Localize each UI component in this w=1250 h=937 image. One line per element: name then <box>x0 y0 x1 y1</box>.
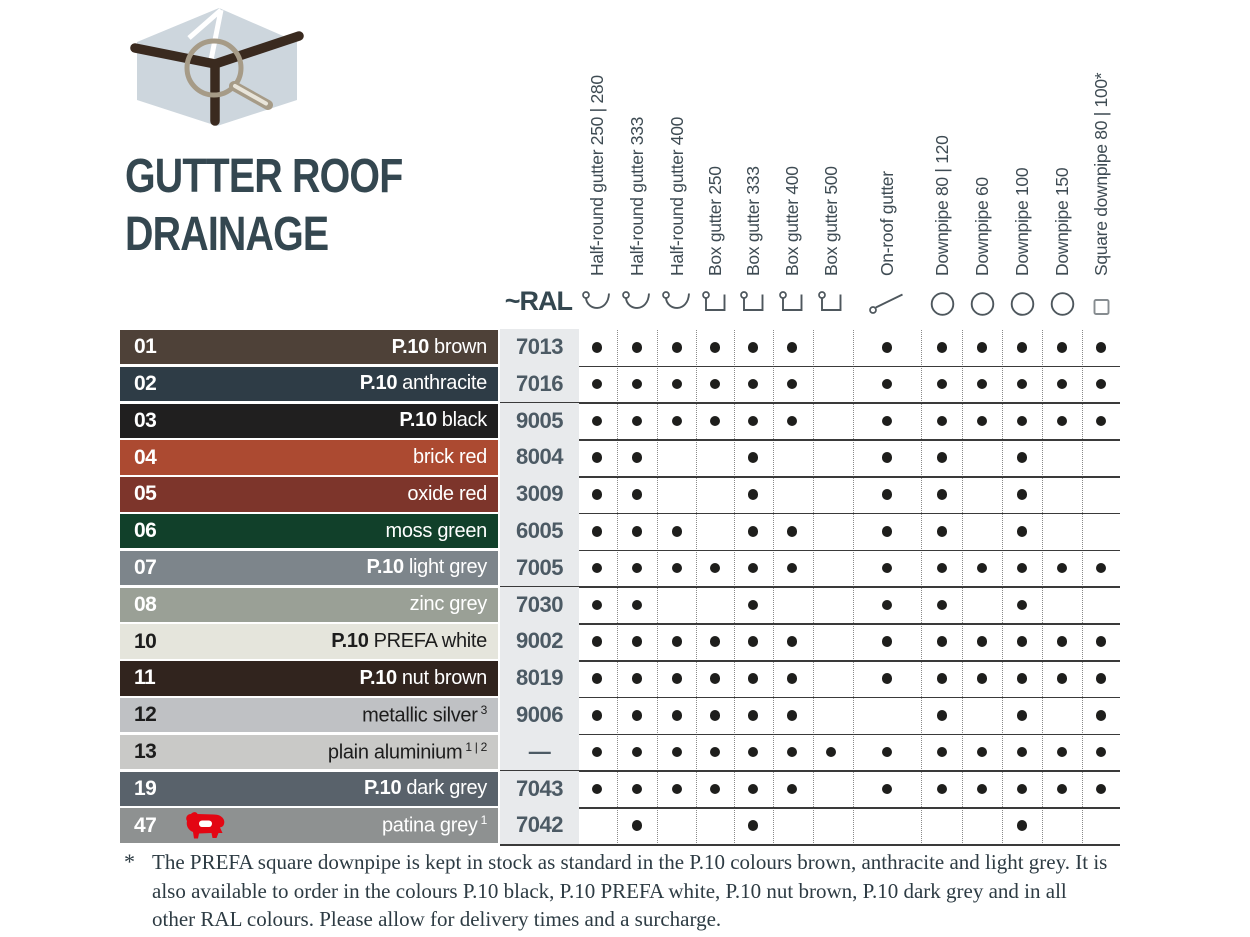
availability-dot <box>882 379 893 390</box>
footnote-text: The PREFA square downpipe is kept in stock as standard in the P.10 colours brown, anthracite and light grey. It is also available to order in the colours P.10 black, P.10 PREFA white, P.10 nut brown, P.10 dark grey and in all other RAL colours. Please allow for delivery times and a surcharge. <box>152 850 1108 931</box>
availability-dot <box>1096 784 1107 795</box>
availability-dot <box>632 820 643 831</box>
color-number: 01 <box>134 335 157 359</box>
color-name-text: black <box>441 409 487 432</box>
availability-dot <box>937 526 948 537</box>
color-row <box>120 440 498 474</box>
ral-value: 7013 <box>500 329 579 366</box>
color-row <box>120 735 498 769</box>
row-divider-line <box>500 660 1120 662</box>
availability-dot <box>1057 379 1068 390</box>
availability-dot <box>592 416 603 427</box>
availability-dot <box>787 379 798 390</box>
availability-dot <box>882 784 893 795</box>
availability-dot <box>882 416 893 427</box>
availability-dot <box>632 784 643 795</box>
availability-dot <box>632 563 643 574</box>
availability-dot <box>748 820 759 831</box>
page-title <box>125 148 402 264</box>
availability-dot <box>937 600 948 611</box>
color-number: 10 <box>134 629 157 653</box>
availability-dot <box>632 636 643 647</box>
footnote-marker: * <box>124 849 135 874</box>
availability-dot <box>882 563 893 574</box>
color-name <box>410 593 498 616</box>
availability-dot <box>592 526 603 537</box>
ral-value: 9002 <box>500 623 579 660</box>
availability-dot <box>937 636 948 647</box>
color-name <box>407 483 498 506</box>
availability-dot <box>882 489 893 500</box>
color-name-prefix: P.10 <box>331 630 369 653</box>
availability-dot <box>882 342 893 353</box>
footnote <box>124 848 1114 934</box>
availability-dot <box>1017 452 1028 463</box>
availability-dot <box>1096 673 1107 684</box>
availability-dot <box>1017 710 1028 721</box>
availability-dot <box>592 379 603 390</box>
color-row <box>120 551 498 585</box>
availability-dot <box>672 636 683 647</box>
column-header-label: Square downpipe 80 | 100* <box>1091 72 1111 276</box>
color-row <box>120 588 498 622</box>
availability-dot <box>592 600 603 611</box>
ral-value: 6005 <box>500 513 579 550</box>
availability-dot <box>1057 784 1068 795</box>
availability-dot <box>1017 416 1028 427</box>
color-name <box>399 409 498 432</box>
availability-dot <box>977 416 988 427</box>
availability-dot <box>672 526 683 537</box>
ral-value: 7030 <box>500 587 579 624</box>
availability-dot <box>672 673 683 684</box>
row-divider-line <box>500 439 1120 441</box>
availability-dot <box>748 379 759 390</box>
column-header-label: Downpipe 80 | 120 <box>932 135 952 276</box>
availability-dot <box>787 673 798 684</box>
availability-dot <box>1017 636 1028 647</box>
availability-dot <box>1096 563 1107 574</box>
color-number: 06 <box>134 519 157 543</box>
box-gutter-icon <box>733 288 773 316</box>
availability-dot <box>592 710 603 721</box>
row-divider-line <box>500 807 1120 809</box>
color-name <box>360 372 498 395</box>
availability-dot <box>787 563 798 574</box>
availability-dot <box>1096 342 1107 353</box>
availability-dot <box>748 452 759 463</box>
availability-dot <box>882 673 893 684</box>
color-name-prefix: P.10 <box>363 777 402 800</box>
color-number: 05 <box>134 482 157 506</box>
availability-dot <box>632 489 643 500</box>
availability-dot <box>748 600 759 611</box>
color-name-text: light grey <box>408 556 487 579</box>
availability-dot <box>937 784 948 795</box>
color-number: 04 <box>134 445 157 469</box>
availability-dot <box>710 636 721 647</box>
color-row <box>120 514 498 548</box>
availability-dot <box>592 636 603 647</box>
availability-dot <box>787 784 798 795</box>
availability-dot <box>882 452 893 463</box>
availability-dot <box>632 526 643 537</box>
color-name <box>359 667 498 690</box>
availability-dot <box>672 784 683 795</box>
availability-dot <box>748 747 759 758</box>
page-title-line1: GUTTER ROOF <box>125 150 403 203</box>
color-number: 13 <box>134 739 157 763</box>
availability-dot <box>592 452 603 463</box>
availability-dot <box>1017 600 1028 611</box>
availability-dot <box>748 489 759 500</box>
availability-dot <box>882 526 893 537</box>
color-row <box>120 661 498 695</box>
availability-dot <box>592 784 603 795</box>
row-divider-line <box>500 513 1120 515</box>
availability-dot <box>632 673 643 684</box>
row-divider-line <box>500 402 1120 404</box>
availability-dot <box>710 342 721 353</box>
row-divider-line <box>500 550 1120 552</box>
color-name-superscript: 1 <box>480 813 487 828</box>
availability-dot <box>710 784 721 795</box>
ral-value: 3009 <box>500 476 579 513</box>
availability-dot <box>592 673 603 684</box>
availability-dot <box>748 526 759 537</box>
row-divider-line <box>500 366 1120 368</box>
color-name-text: patina grey <box>381 814 478 837</box>
color-row <box>120 404 498 438</box>
availability-dot <box>710 673 721 684</box>
availability-dot <box>937 563 948 574</box>
column-header-label: On-roof gutter <box>877 171 897 276</box>
availability-dot <box>672 710 683 721</box>
color-name <box>382 813 498 838</box>
color-number: 19 <box>134 776 157 800</box>
availability-dot <box>977 784 988 795</box>
availability-dot <box>1017 784 1028 795</box>
availability-dot <box>977 563 988 574</box>
availability-dot <box>1017 747 1028 758</box>
color-number: 47 <box>134 813 157 837</box>
downpipe-icon <box>922 288 962 316</box>
availability-dot <box>937 489 948 500</box>
box-gutter-icon <box>772 288 812 316</box>
availability-dot <box>937 673 948 684</box>
ral-value: 9006 <box>500 697 579 734</box>
color-name-text: anthracite <box>402 372 487 395</box>
availability-dot <box>826 747 837 758</box>
color-name-prefix: P.10 <box>366 556 404 579</box>
color-name-prefix: P.10 <box>391 335 430 358</box>
column-header-label: Box gutter 400 <box>782 166 802 276</box>
color-row <box>120 330 498 364</box>
availability-dot <box>748 563 759 574</box>
ral-value: 7016 <box>500 366 579 403</box>
availability-dot <box>632 379 643 390</box>
availability-dot <box>787 342 798 353</box>
availability-dot <box>748 342 759 353</box>
color-row <box>120 772 498 806</box>
row-divider-line <box>500 697 1120 699</box>
color-name <box>362 703 498 728</box>
ral-value: 7005 <box>500 550 579 587</box>
color-row <box>120 477 498 511</box>
column-header-label: Box gutter 250 <box>705 166 725 276</box>
color-number: 02 <box>134 371 157 395</box>
row-divider-line <box>500 476 1120 478</box>
column-header-label: Downpipe 60 <box>972 177 992 276</box>
availability-dot <box>748 673 759 684</box>
availability-dot <box>937 379 948 390</box>
availability-dot <box>672 563 683 574</box>
availability-dot <box>710 710 721 721</box>
color-name-text: nut brown <box>401 666 487 689</box>
availability-dot <box>672 379 683 390</box>
box-gutter-icon <box>695 288 735 316</box>
column-header-label: Downpipe 100 <box>1012 167 1032 276</box>
availability-dot <box>748 784 759 795</box>
availability-dot <box>977 379 988 390</box>
availability-dot <box>632 416 643 427</box>
color-name-text: plain aluminium <box>327 741 463 764</box>
availability-dot <box>937 416 948 427</box>
availability-dot <box>1017 342 1028 353</box>
availability-dot <box>977 636 988 647</box>
availability-dot <box>882 636 893 647</box>
availability-dot <box>632 710 643 721</box>
ral-value: — <box>500 734 579 771</box>
availability-dot <box>1096 416 1107 427</box>
color-name-text: moss green <box>385 519 487 542</box>
page-title-line2: DRAINAGE <box>125 208 329 261</box>
availability-dot <box>1017 563 1028 574</box>
availability-dot <box>748 416 759 427</box>
availability-dot <box>787 526 798 537</box>
color-name-prefix: P.10 <box>359 666 397 689</box>
ral-value: 7042 <box>500 807 579 844</box>
availability-dot <box>1017 673 1028 684</box>
color-name <box>392 336 498 359</box>
availability-dot <box>1096 636 1107 647</box>
availability-dot <box>1096 379 1107 390</box>
availability-dot <box>787 416 798 427</box>
color-name-text: zinc grey <box>409 593 487 616</box>
color-name <box>366 556 498 579</box>
row-divider-line <box>500 734 1120 736</box>
availability-dot <box>710 416 721 427</box>
color-name-text: metallic silver <box>362 704 478 727</box>
availability-dot <box>1057 636 1068 647</box>
color-number: 11 <box>134 666 156 690</box>
availability-dot <box>592 342 603 353</box>
downpipe-icon <box>962 288 1002 316</box>
availability-dot <box>1017 820 1028 831</box>
ral-value: 8004 <box>500 439 579 476</box>
on-roof-gutter-icon <box>867 288 907 316</box>
availability-dot <box>882 600 893 611</box>
half-round-gutter-icon <box>657 288 697 316</box>
availability-dot <box>937 747 948 758</box>
availability-dot <box>977 673 988 684</box>
availability-dot <box>1017 379 1028 390</box>
color-name-text: oxide red <box>407 482 487 505</box>
availability-dot <box>977 747 988 758</box>
availability-dot <box>787 747 798 758</box>
availability-dot <box>1057 342 1068 353</box>
availability-dot <box>748 636 759 647</box>
availability-dot <box>632 342 643 353</box>
color-number: 12 <box>134 703 157 727</box>
color-row <box>120 367 498 401</box>
availability-dot <box>1017 526 1028 537</box>
color-row <box>120 698 498 732</box>
downpipe-icon <box>1042 288 1082 316</box>
availability-dot <box>787 710 798 721</box>
color-name <box>328 740 498 765</box>
gutter-drainage-logo-icon <box>127 6 307 128</box>
availability-dot <box>672 342 683 353</box>
color-name <box>331 630 498 653</box>
availability-dot <box>1017 489 1028 500</box>
row-divider-line <box>500 623 1120 625</box>
color-row <box>120 808 498 842</box>
availability-dot <box>592 563 603 574</box>
color-name-text: brown <box>434 335 487 358</box>
half-round-gutter-icon <box>577 288 617 316</box>
downpipe-icon <box>1002 288 1042 316</box>
ral-value: 8019 <box>500 660 579 697</box>
column-header-label: Half-round gutter 400 <box>667 116 687 276</box>
ral-value: 9005 <box>500 403 579 440</box>
availability-dot <box>592 489 603 500</box>
availability-dot <box>1057 416 1068 427</box>
color-name <box>413 446 498 469</box>
half-round-gutter-icon <box>617 288 657 316</box>
availability-dot <box>977 342 988 353</box>
availability-dot <box>1057 673 1068 684</box>
color-name-prefix: P.10 <box>359 372 398 395</box>
availability-dot <box>937 452 948 463</box>
column-header-label: Half-round gutter 333 <box>627 116 647 276</box>
availability-dot <box>882 747 893 758</box>
availability-dot <box>1096 710 1107 721</box>
color-name-superscript: 1 | 2 <box>465 739 487 754</box>
column-header-label: Box gutter 333 <box>743 166 763 276</box>
availability-dot <box>632 452 643 463</box>
color-name-text: PREFA white <box>373 630 487 653</box>
color-name-prefix: P.10 <box>399 409 437 432</box>
availability-dot <box>787 636 798 647</box>
column-header-label: Box gutter 500 <box>821 166 841 276</box>
availability-dot <box>632 747 643 758</box>
availability-dot <box>748 710 759 721</box>
availability-dot <box>632 600 643 611</box>
column-header-label: Half-round gutter 250 | 280 <box>587 75 607 276</box>
availability-dot <box>1057 563 1068 574</box>
box-gutter-icon <box>811 288 851 316</box>
availability-dot <box>1096 747 1107 758</box>
availability-dot <box>937 342 948 353</box>
color-name <box>364 777 498 800</box>
color-name-superscript: 3 <box>480 702 487 717</box>
ral-column-header: ~RAL <box>504 286 572 316</box>
row-divider-line <box>500 586 1120 588</box>
availability-dot <box>1057 747 1068 758</box>
availability-dot <box>710 563 721 574</box>
prefa-bull-logo-icon <box>184 811 226 839</box>
availability-dot <box>710 379 721 390</box>
color-number: 07 <box>134 555 157 579</box>
color-name-text: brick red <box>413 446 487 469</box>
color-name <box>386 520 499 543</box>
color-row <box>120 624 498 658</box>
color-number: 08 <box>134 592 157 616</box>
availability-dot <box>710 747 721 758</box>
row-divider-line <box>500 844 1120 846</box>
square-downpipe-icon <box>1081 288 1121 316</box>
color-name-text: dark grey <box>406 777 487 800</box>
color-number: 03 <box>134 408 157 432</box>
availability-dot <box>937 710 948 721</box>
ral-value: 7043 <box>500 771 579 808</box>
column-header-label: Downpipe 150 <box>1052 167 1072 276</box>
availability-dot <box>672 416 683 427</box>
availability-dot <box>672 747 683 758</box>
availability-dot <box>592 747 603 758</box>
row-divider-line <box>500 770 1120 772</box>
